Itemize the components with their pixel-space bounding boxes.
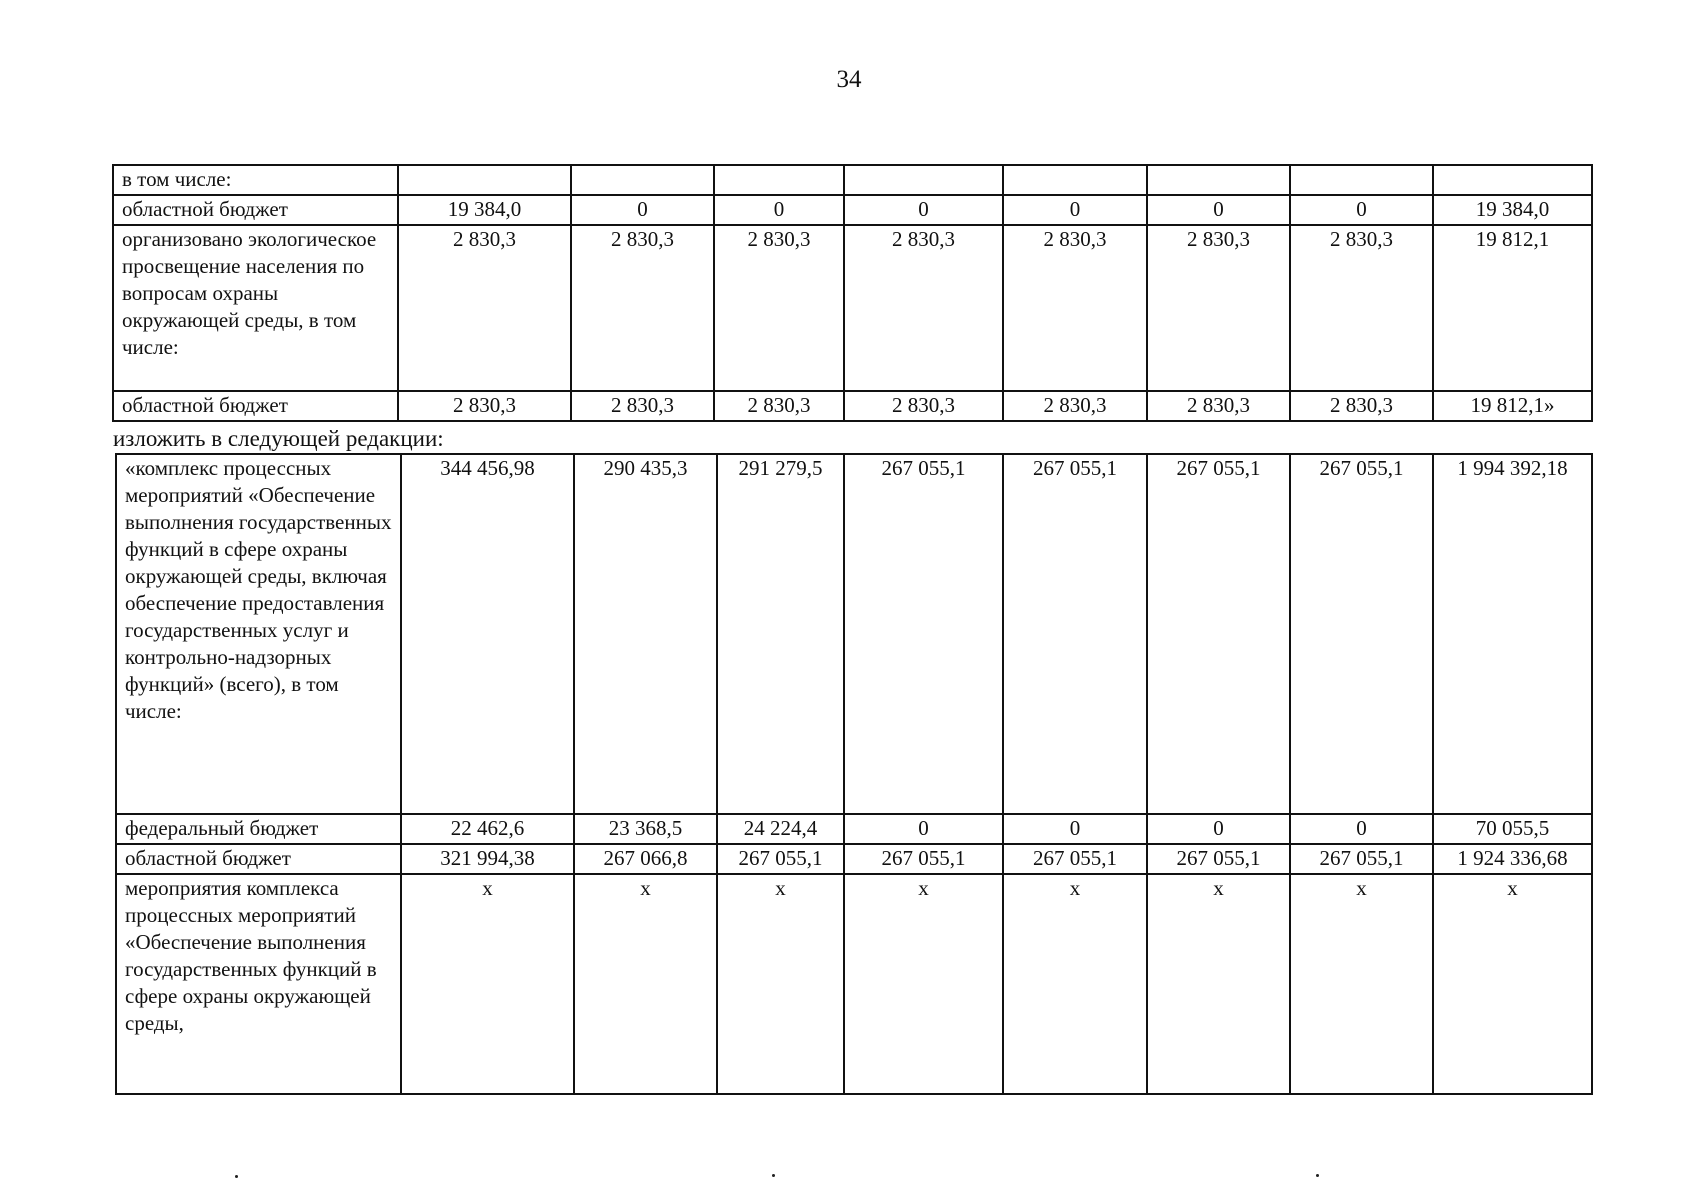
table-cell: 22 462,6 [401, 814, 574, 844]
table-cell: 2 830,3 [1147, 391, 1290, 421]
table-cell: 2 830,3 [398, 391, 571, 421]
scan-speck [772, 1174, 775, 1177]
row-label: мероприятия комплекса процессных мероприятий «Обеспечение выполнения государственных функций в сфере охраны окружающей среды, [116, 874, 401, 1094]
table-cell [844, 165, 1003, 195]
table-cell: 2 830,3 [398, 225, 571, 391]
table-cell: 267 055,1 [1003, 844, 1147, 874]
row-label: федеральный бюджет [116, 814, 401, 844]
table-cell [1147, 165, 1290, 195]
table-row [116, 814, 1592, 844]
row-label: областной бюджет [113, 391, 398, 421]
table-row [113, 165, 1592, 195]
table-cell: х [1290, 874, 1433, 1094]
table-cell: 2 830,3 [571, 391, 714, 421]
table-cell: 0 [844, 814, 1003, 844]
table-cell: 267 055,1 [1003, 454, 1147, 814]
table-row [113, 391, 1592, 421]
table-cell: 2 830,3 [1003, 225, 1147, 391]
table-cell: 267 055,1 [844, 844, 1003, 874]
table-cell: х [1147, 874, 1290, 1094]
amendment-instruction: изложить в следующей редакции: [113, 426, 444, 451]
table-cell: 267 055,1 [1147, 454, 1290, 814]
table-cell: 2 830,3 [571, 225, 714, 391]
table-cell: 19 812,1 [1433, 225, 1592, 391]
table-cell: 23 368,5 [574, 814, 717, 844]
row-label: областной бюджет [113, 195, 398, 225]
table-cell [1290, 165, 1433, 195]
table-cell: 291 279,5 [717, 454, 844, 814]
table-cell: 19 812,1» [1433, 391, 1592, 421]
table-cell: 290 435,3 [574, 454, 717, 814]
table-row [113, 225, 1592, 391]
table-cell [1433, 165, 1592, 195]
table-cell: х [574, 874, 717, 1094]
table-cell: х [1003, 874, 1147, 1094]
table-cell: 267 066,8 [574, 844, 717, 874]
table-cell: 0 [1290, 814, 1433, 844]
table-cell: 70 055,5 [1433, 814, 1592, 844]
table-cell: 2 830,3 [714, 391, 844, 421]
table-cell: 0 [1147, 814, 1290, 844]
row-label: организовано экологическое просвещение населения по вопросам охраны окружающей среды, в том числе: [113, 225, 398, 391]
budget-table-new [115, 453, 1593, 1095]
table-row [116, 844, 1592, 874]
table-cell [571, 165, 714, 195]
table-cell: 0 [1003, 814, 1147, 844]
table-cell: 0 [1147, 195, 1290, 225]
table-cell: 0 [571, 195, 714, 225]
table-cell: 2 830,3 [1147, 225, 1290, 391]
table-cell: 24 224,4 [717, 814, 844, 844]
table-row [116, 874, 1592, 1094]
table-cell: х [1433, 874, 1592, 1094]
table-cell: 0 [844, 195, 1003, 225]
table-row [113, 195, 1592, 225]
table-cell: 344 456,98 [401, 454, 574, 814]
table-cell: 2 830,3 [1290, 391, 1433, 421]
page-number: 34 [836, 66, 862, 93]
scan-speck [235, 1175, 238, 1178]
table-cell: 267 055,1 [1147, 844, 1290, 874]
table-cell: 2 830,3 [1003, 391, 1147, 421]
row-label: в том числе: [113, 165, 398, 195]
table-cell [1003, 165, 1147, 195]
table-cell: 267 055,1 [1290, 454, 1433, 814]
table-cell: 2 830,3 [1290, 225, 1433, 391]
table-cell: х [844, 874, 1003, 1094]
table-cell: 321 994,38 [401, 844, 574, 874]
table-cell: 267 055,1 [1290, 844, 1433, 874]
table-cell: 2 830,3 [714, 225, 844, 391]
table-cell: 2 830,3 [844, 225, 1003, 391]
table-cell: 0 [1290, 195, 1433, 225]
table-cell: 0 [714, 195, 844, 225]
budget-table-old [112, 164, 1593, 422]
table-cell [398, 165, 571, 195]
table-cell: 2 830,3 [844, 391, 1003, 421]
table-cell: 1 924 336,68 [1433, 844, 1592, 874]
scan-speck [1316, 1174, 1319, 1177]
table-cell: 267 055,1 [844, 454, 1003, 814]
table-cell: 1 994 392,18 [1433, 454, 1592, 814]
table-cell: 0 [1003, 195, 1147, 225]
table-cell: 19 384,0 [398, 195, 571, 225]
table-cell: х [401, 874, 574, 1094]
row-label: «комплекс процессных мероприятий «Обеспечение выполнения государственных функций в сфере охраны окружающей среды, включая обеспечение предоставления государственных услуг и контрольно-надзорных функций» (всего), в том числе: [116, 454, 401, 814]
table-cell: 19 384,0 [1433, 195, 1592, 225]
table-cell: х [717, 874, 844, 1094]
table-cell [714, 165, 844, 195]
table-row [116, 454, 1592, 814]
table-cell: 267 055,1 [717, 844, 844, 874]
row-label: областной бюджет [116, 844, 401, 874]
